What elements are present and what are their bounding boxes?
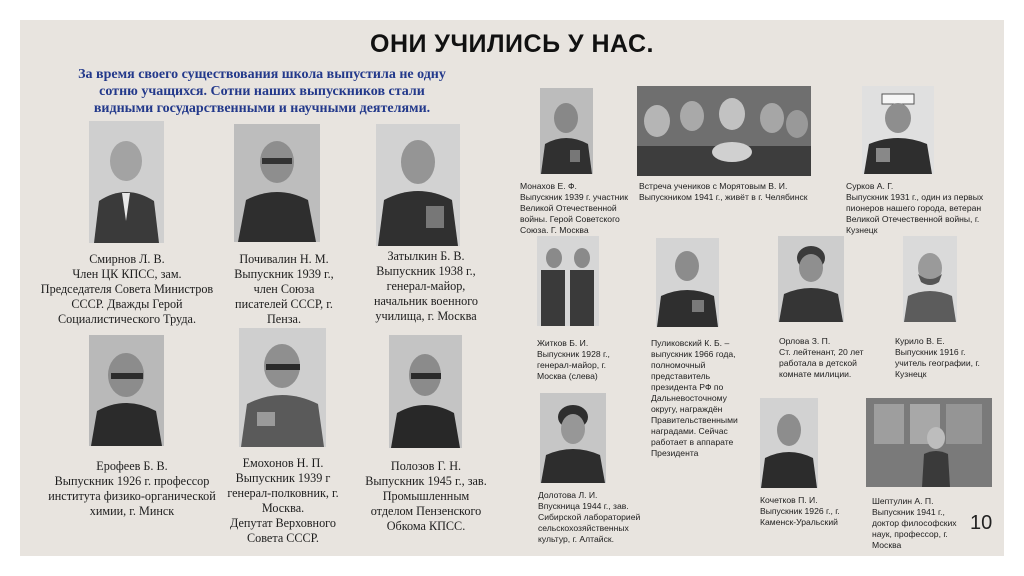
caption-line: Выпускник 1931 г., один из первых (846, 192, 984, 202)
caption-line: химии, г. Минск (89, 504, 175, 518)
caption-line: выпускник 1966 года, (651, 349, 736, 359)
caption-line: Ст. лейтенант, 20 лет (779, 347, 864, 357)
caption-line: генерал-майор, г. (537, 360, 606, 370)
caption-line: Правительственными (651, 415, 738, 425)
intro-line: сотню учащихся. Сотни наших выпускников стали (99, 84, 425, 99)
caption-line: Пуликовский К. Б. – (651, 338, 730, 348)
caption-line: представитель (651, 371, 711, 381)
caption-line: генерал-полковник, г. (227, 486, 339, 500)
caption-line: Шептулин А. П. (872, 496, 934, 506)
caption-line: Орлова З. П. (779, 336, 831, 346)
caption-dolotova (538, 490, 653, 545)
caption-line: культур, г. Алтайск. (538, 534, 615, 544)
photo-emokhonov (239, 328, 326, 447)
caption-line: Москва (872, 540, 902, 550)
caption-line: Выпускник 1928 г., (537, 349, 610, 359)
caption-line: Кузнецк (895, 369, 927, 379)
caption-line: наградами. Сейчас (651, 426, 728, 436)
caption-line: Выпускником 1941 г., живёт в г. Челябинск (639, 192, 808, 202)
photo-erofeev (89, 335, 164, 446)
caption-line: член Союза (253, 282, 315, 296)
caption-line: института физико-органической (48, 489, 216, 503)
caption-line: Встреча учеников с Морятовым В. И. (639, 181, 788, 191)
caption-line: Затылкин Б. В. (387, 249, 465, 263)
caption-line: Долотова Л. И. (538, 490, 598, 500)
page-number: 10 (970, 512, 993, 534)
caption-line: Выпускник 1939 г (235, 471, 331, 485)
photo-orlova (778, 236, 844, 322)
caption-line: работала в детской (779, 358, 857, 368)
caption-line: сельскохозяйственных (538, 523, 629, 533)
caption-line: Кочетков П. И. (760, 495, 818, 505)
caption-line: Дальневосточному (651, 393, 727, 403)
caption-line: Выпускник 1939 г., (234, 267, 334, 281)
caption-line: Выпускник 1926 г. профессор (54, 474, 210, 488)
photo-dolotova (540, 393, 606, 483)
caption-line: Ерофеев Б. В. (96, 459, 168, 473)
caption-line: Совета СССР. (247, 531, 319, 545)
caption-line: Каменск-Уральский (760, 517, 838, 527)
caption-emokhonov (222, 456, 344, 546)
caption-line: Пенза. (266, 312, 301, 326)
caption-line: Москва. (261, 501, 305, 515)
photo-kurilo (903, 236, 957, 322)
caption-line: Москва (слева) (537, 371, 598, 381)
photo-zhitkov (537, 236, 599, 326)
caption-line: Депутат Верховного (230, 516, 336, 530)
caption-line: пионеров нашего города, ветеран (846, 203, 982, 213)
caption-line: Выпускник 1945 г., зав. (365, 474, 487, 488)
caption-line: Почивалин Н. М. (239, 252, 329, 266)
caption-line: СССР. Дважды Герой (71, 297, 183, 311)
caption-line: Выпускник 1939 г. участник (520, 192, 628, 202)
caption-orlova (779, 336, 889, 380)
photo-surkov (862, 86, 934, 174)
caption-line: доктор философских (872, 518, 957, 528)
caption-line: писателей СССР, г. (235, 297, 333, 311)
photo-pulikovsky (656, 238, 719, 327)
page-title: ОНИ УЧИЛИСЬ У НАС. (370, 30, 654, 58)
intro-text (58, 66, 466, 117)
caption-line: отделом Пензенского (370, 504, 482, 518)
caption-line: Впускница 1944 г., зав. (538, 501, 629, 511)
caption-line: училища, г. Москва (375, 309, 477, 323)
caption-line: Выпускник 1941 г., (872, 507, 945, 517)
caption-line: Монахов Е. Ф. (520, 181, 577, 191)
caption-line: округу, награждён (651, 404, 723, 414)
caption-line: Обкома КПСС. (386, 519, 466, 533)
caption-pulikovsky (651, 338, 761, 459)
caption-line: работает в аппарате (651, 437, 734, 447)
caption-line: Житков Б. И. (537, 338, 589, 348)
caption-line: Сибирской лабораторией (538, 512, 641, 522)
caption-zhitkov (537, 338, 637, 382)
caption-polozov (360, 459, 492, 534)
photo-monakhov (540, 88, 593, 174)
caption-line: Смирнов Л. В. (89, 252, 165, 266)
caption-line: Выпускник 1916 г. (895, 347, 966, 357)
caption-line: Промышленным (382, 489, 470, 503)
caption-line: Кузнецк (846, 225, 878, 235)
photo-moryatov-meeting (637, 86, 811, 176)
caption-line: Союза. Г. Москва (520, 225, 589, 235)
caption-sheptulin (872, 496, 972, 551)
caption-pochivalin (224, 252, 344, 327)
photo-polozov (389, 335, 462, 448)
caption-line: Сурков А. Г. (846, 181, 894, 191)
caption-line: наук, профессор, г. (872, 529, 948, 539)
caption-erofeev (42, 459, 222, 519)
caption-line: президента РФ по (651, 382, 724, 392)
caption-line: начальник военного (374, 294, 478, 308)
caption-zatylkin (366, 249, 486, 324)
photo-pochivalin (234, 124, 320, 242)
caption-line: Выпускник 1926 г., г. (760, 506, 840, 516)
caption-kochetkov (760, 495, 865, 528)
caption-line: Курило В. Е. (895, 336, 945, 346)
photo-smirnov (89, 121, 164, 243)
caption-line: учитель географии, г. (895, 358, 980, 368)
caption-line: Член ЦК КПСС, зам. (72, 267, 182, 281)
caption-line: Председателя Совета Министров (40, 282, 214, 296)
caption-surkov (846, 181, 996, 236)
caption-moryatov (639, 181, 829, 203)
caption-line: генерал-майор, (386, 279, 466, 293)
caption-line: Социалистического Труда. (57, 312, 197, 326)
photo-sheptulin (866, 398, 992, 487)
caption-smirnov (38, 252, 216, 327)
photo-kochetkov (760, 398, 818, 488)
caption-line: Полозов Г. Н. (390, 459, 462, 473)
caption-monakhov (520, 181, 638, 236)
caption-line: Выпускник 1938 г., (376, 264, 476, 278)
caption-line: войны. Герой Советского (520, 214, 620, 224)
intro-line: За время своего существования школа выпустила не одну (78, 67, 446, 82)
caption-line: Президента (651, 448, 699, 458)
caption-kurilo (895, 336, 1001, 380)
intro-line: видными государственными и научными деятелями. (93, 101, 431, 116)
caption-line: Великой Отечественной войны, г. (846, 214, 980, 224)
caption-line: Емохонов Н. П. (242, 456, 324, 470)
photo-zatylkin (376, 124, 460, 246)
caption-line: комнате милиции. (779, 369, 852, 379)
caption-line: Великой Отечественной (520, 203, 617, 213)
caption-line: полномочный (651, 360, 706, 370)
